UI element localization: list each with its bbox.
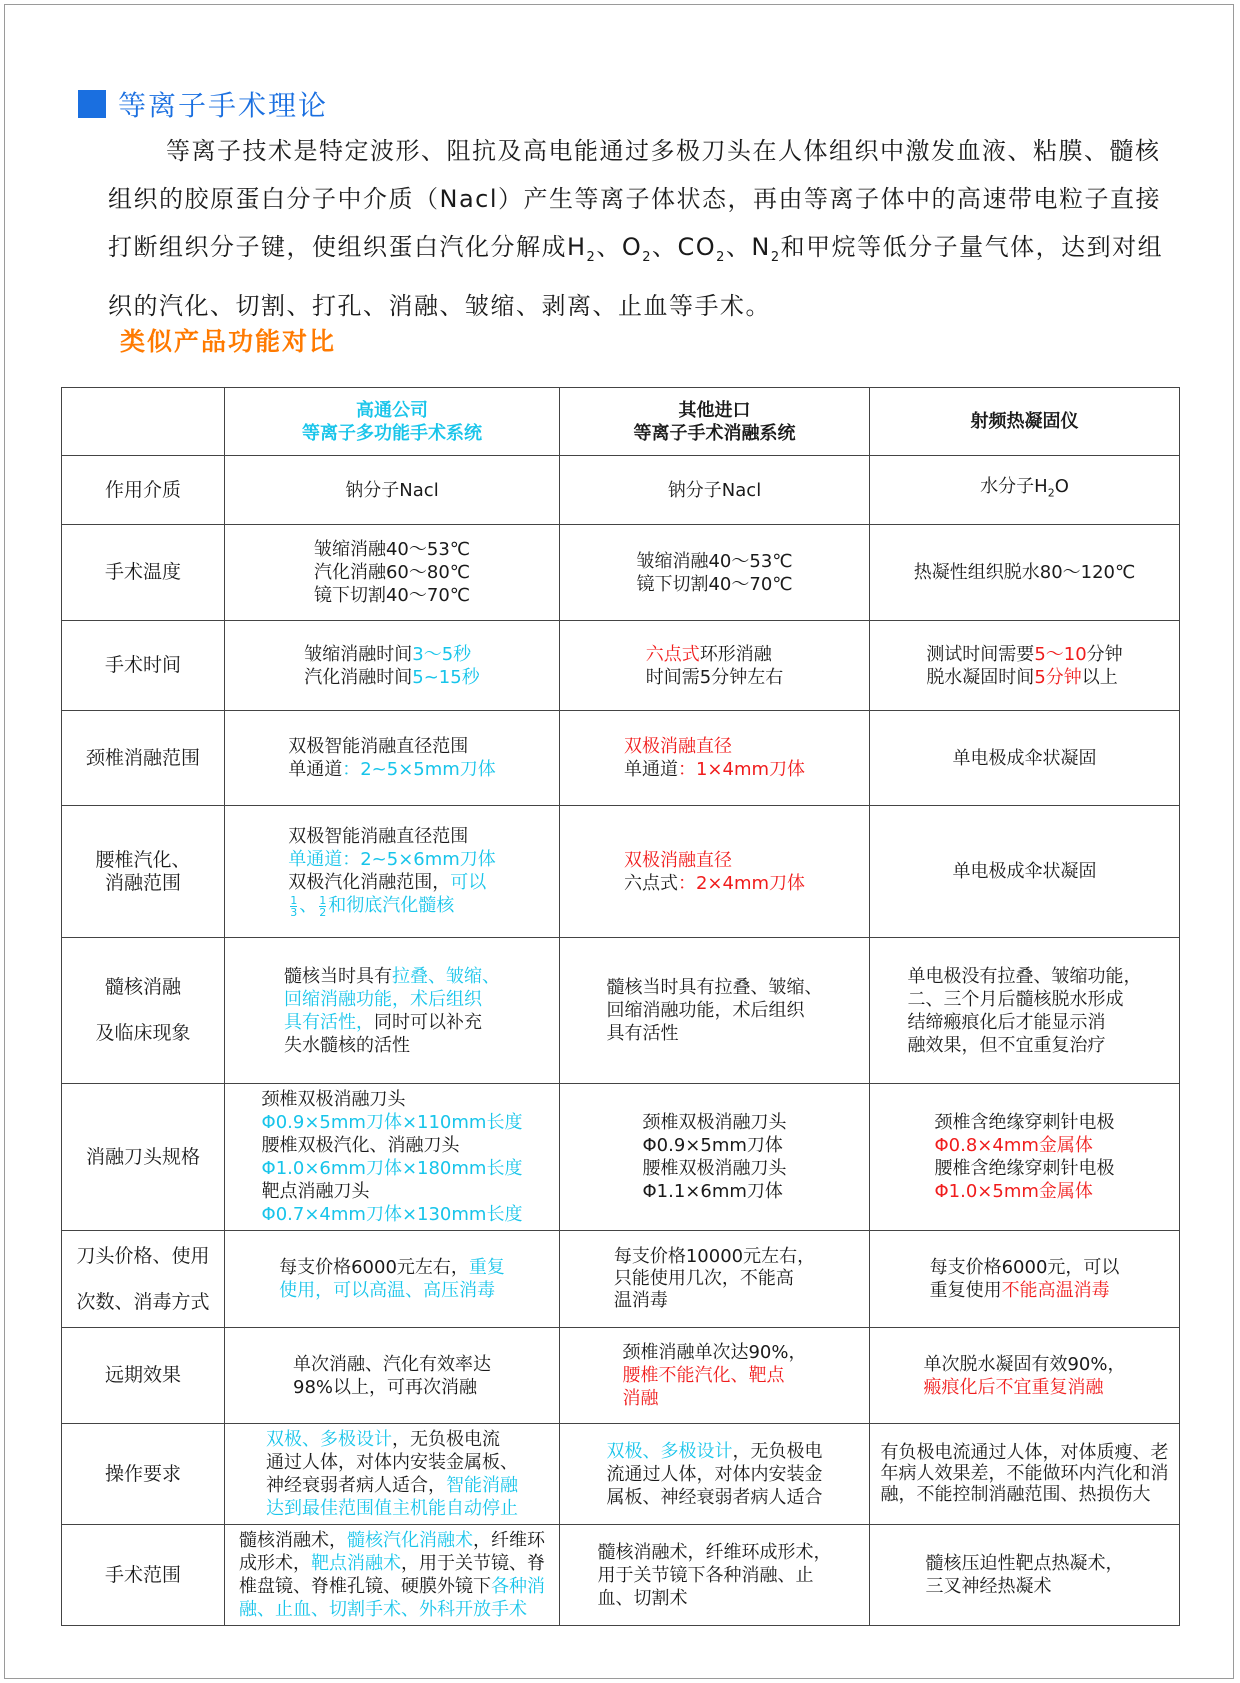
cell-col2: 双极消融直径 六点式：2×4mm刀体 [560,806,870,938]
cell-col3: 有负极电流通过人体，对体质瘦、老 年病人效果差，不能做环内汽化和消 融，不能控制消融范围、热损伤大 [870,1424,1180,1525]
cell-col2: 颈椎双极消融刀头 Φ0.9×5mm刀体 腰椎双极消融刀头 Φ1.1×6mm刀体 [560,1084,870,1231]
cell-col1: 皱缩消融40～53℃ 汽化消融60～80℃ 镜下切割40～70℃ [225,525,560,621]
section-heading [78,84,328,124]
cell-col1: 双极智能消融直径范围 单通道：2~5×6mm刀体 双极汽化消融范围，可以 $\frac{1}{3}$ 、 $\frac{1}{2}$ 和彻底汽化髓核 [225,806,560,938]
cell-col1: 钠分子Nacl [225,456,560,525]
comparison-title: 类似产品功能对比 [120,327,337,356]
table-row [62,1424,1180,1525]
table-row [62,456,1180,525]
cell-col3: 单次脱水凝固有效90%， 瘢痕化后不宜重复消融 [870,1328,1180,1424]
section-title: 等离子手术理论 [118,89,329,122]
row-label: 手术范围 [62,1525,225,1626]
cell-col3: 单电极成伞状凝固 [870,711,1180,806]
intro-paragraph: 等离子技术是特定波形、阻抗及高电能通过多极刀头在人体组织中激发血液、粘膜、髓核组织的胶原蛋白分子中介质（Nacl）产生等离子体状态，再由等离子体中的高速带电粒子直接打断组织分子键，使组织蛋白汽化分解成$H_2$、$O_2$、$CO_2$、$N_2$和甲烷等低分子量气体，达到对组织的汽化、切割、打孔、消融、皱缩、剥离、止血等手术。 [108,137,1164,320]
cell-col2: 双极消融直径 单通道：1×4mm刀体 [560,711,870,806]
table-row [62,711,1180,806]
blue-square-icon [78,90,106,118]
table-row [62,1328,1180,1424]
cell-col2: 每支价格10000元左右， 只能使用几次，不能高 温消毒 [560,1231,870,1328]
cell-col3: 每支价格6000元，可以 重复使用不能高温消毒 [870,1231,1180,1328]
row-label: 髓核消融 及临床现象 [62,938,225,1084]
table-header-row [62,388,1180,456]
row-label: 操作要求 [62,1424,225,1525]
cell-col1: 单次消融、汽化有效率达 98%以上，可再次消融 [225,1328,560,1424]
row-label: 消融刀头规格 [62,1084,225,1231]
cell-col3: 颈椎含绝缘穿刺针电极 Φ0.8×4mm金属体 腰椎含绝缘穿刺针电极 Φ1.0×5mm金属体 [870,1084,1180,1231]
cell-col3: 水分子$H_2O$ [870,456,1180,525]
cell-col2: 钠分子Nacl [560,456,870,525]
table-row [62,621,1180,711]
row-label: 远期效果 [62,1328,225,1424]
cell-col1: 颈椎双极消融刀头 Φ0.9×5mm刀体×110mm长度 腰椎双极汽化、消融刀头 Φ1.0×6mm刀体×180mm长度 靶点消融刀头 Φ0.7×4mm刀体×130mm长度 [225,1084,560,1231]
row-label: 手术温度 [62,525,225,621]
table-row [62,525,1180,621]
header-blank-cell [62,388,225,456]
row-label: 作用介质 [62,456,225,525]
cell-col3: 单电极没有拉叠、皱缩功能， 二、三个月后髓核脱水形成 结缔瘢痕化后才能显示消 融效果，但不宜重复治疗 [870,938,1180,1084]
table-row [62,1231,1180,1328]
header-col2: 其他进口 等离子手术消融系统 [560,388,870,456]
table-row [62,938,1180,1084]
cell-col1: 双极智能消融直径范围 单通道：2~5×5mm刀体 [225,711,560,806]
comparison-table [61,387,1180,1626]
row-label: 刀头价格、使用 次数、消毒方式 [62,1231,225,1328]
fraction-one-half: $\frac{1}{2}$ [319,893,327,919]
cell-col2: 髓核消融术，纤维环成形术， 用于关节镜下各种消融、止 血、切割术 [560,1525,870,1626]
header-col1: 高通公司 等离子多功能手术系统 [225,388,560,456]
fraction-one-third: $\frac{1}{3}$ [290,893,298,919]
table-row [62,1525,1180,1626]
header-col3: 射频热凝固仪 [870,388,1180,456]
cell-col2: 皱缩消融40～53℃ 镜下切割40～70℃ [560,525,870,621]
cell-col2: 六点式环形消融 时间需5分钟左右 [560,621,870,711]
cell-col2: 双极、多极设计，无负极电 流通过人体，对体内安装金 属板、神经衰弱者病人适合 [560,1424,870,1525]
cell-col1: 双极、多极设计，无负极电流 通过人体，对体内安装金属板、 神经衰弱者病人适合，智能消融 达到最佳范围值主机能自动停止 [225,1424,560,1525]
cell-col1: 每支价格6000元左右，重复 使用，可以高温、高压消毒 [225,1231,560,1328]
cell-col2: 髓核当时具有拉叠、皱缩、 回缩消融功能，术后组织 具有活性 [560,938,870,1084]
cell-col1: 皱缩消融时间3～5秒 汽化消融时间5~15秒 [225,621,560,711]
cell-col1: 髓核消融术，髓核汽化消融术，纤维环 成形术，靶点消融术，用于关节镜、脊 椎盘镜、脊椎孔镜、硬膜外镜下各种消 融、止血、切割手术、外科开放手术 [225,1525,560,1626]
cell-col3: 髓核压迫性靶点热凝术， 三叉神经热凝术 [870,1525,1180,1626]
cell-col3: 单电极成伞状凝固 [870,806,1180,938]
row-label: 腰椎汽化、 消融范围 [62,806,225,938]
row-label: 颈椎消融范围 [62,711,225,806]
table-row [62,1084,1180,1231]
cell-col3: 测试时间需要5～10分钟 脱水凝固时间5分钟以上 [870,621,1180,711]
cell-col1: 髓核当时具有拉叠、皱缩、 回缩消融功能，术后组织 具有活性，同时可以补充 失水髓核的活性 [225,938,560,1084]
row-label: 手术时间 [62,621,225,711]
cell-col2: 颈椎消融单次达90%， 腰椎不能汽化、靶点 消融 [560,1328,870,1424]
table-row [62,806,1180,938]
cell-col3: 热凝性组织脱水80～120℃ [870,525,1180,621]
